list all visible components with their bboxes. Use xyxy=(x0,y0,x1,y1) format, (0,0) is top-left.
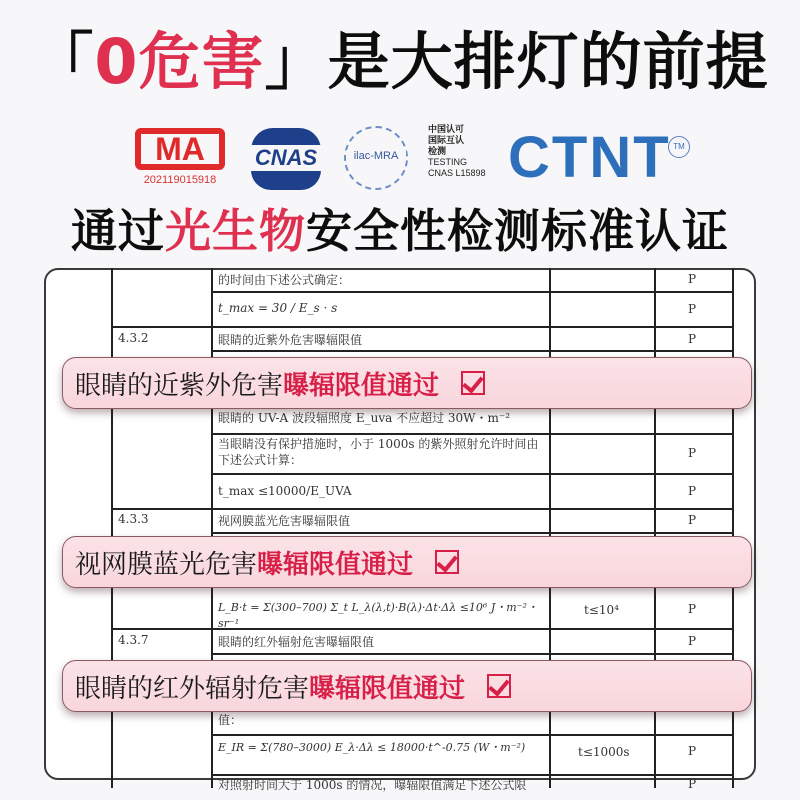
banner-label: 眼睛的近紫外危害 xyxy=(75,370,284,401)
trademark-icon: TM xyxy=(668,136,690,158)
table-divider xyxy=(111,508,732,510)
table-cell-formula: t_max ≤10000/E_UVA xyxy=(218,484,352,498)
table-divider xyxy=(211,653,732,655)
cma-mark-icon: MA xyxy=(135,128,225,170)
headline-black-text: 是大排灯的前提 xyxy=(327,25,769,98)
table-divider xyxy=(211,433,732,435)
ilac-mra-text: ilac-MRA xyxy=(346,150,406,162)
headline xyxy=(0,22,800,102)
table-cell-clause: 4.3.7 xyxy=(118,633,149,647)
table-divider xyxy=(211,774,732,776)
cnas-text: CNAS xyxy=(245,145,327,171)
subhead-black-2: 安全性检测标准认证 xyxy=(306,204,729,258)
table-cell-result: P xyxy=(687,332,697,346)
cnas-lab-mark xyxy=(428,124,508,179)
table-cell-condition: t≤10⁴ xyxy=(584,603,619,617)
table-cell-result: P xyxy=(687,744,697,758)
pass-banner-blue-light xyxy=(62,536,752,588)
banner-label: 眼睛的红外辐射危害 xyxy=(75,673,310,704)
table-cell-result: P xyxy=(687,513,697,527)
table-cell-result: P xyxy=(687,446,697,460)
table-cell-text: 视网膜蓝光危害曝辐限值 xyxy=(218,514,351,528)
table-cell-result: P xyxy=(687,602,697,616)
cnas-lab-line: 国际互认 xyxy=(428,135,465,145)
checkbox-checked-icon xyxy=(435,550,459,574)
subheadline xyxy=(0,198,800,264)
banner-pass-text: 曝辐限值通过 xyxy=(257,549,414,580)
table-cell-formula: t_max = 30 / E_s · s xyxy=(218,301,338,315)
table-cell-text: 眼睛的 UV-A 波段辐照度 E_uva 不应超过 30W・m⁻² xyxy=(218,411,511,425)
table-cell-result: P xyxy=(687,302,697,316)
banner-pass-text: 曝辐限值通过 xyxy=(309,673,466,704)
pass-banner-infrared xyxy=(62,660,752,712)
cnas-logo xyxy=(245,128,327,190)
table-divider xyxy=(211,350,732,352)
cnas-lab-line: CNAS L15898 xyxy=(428,168,486,178)
table-divider xyxy=(111,326,732,328)
table-cell-text: 对照射时间大于 1000s 的情况，曝辐限值满足下述公式限 xyxy=(218,778,527,792)
cnas-lab-line: 中国认可 xyxy=(428,124,465,134)
cma-logo xyxy=(135,128,225,188)
table-divider xyxy=(211,291,732,293)
table-divider xyxy=(211,473,732,475)
table-cell-formula: E_IR = Σ(780–3000) E_λ·Δλ ≤ 18000·t^-0.75 (W・m⁻²) xyxy=(218,741,526,754)
banner-label: 视网膜蓝光危害 xyxy=(75,549,258,580)
cnas-lab-line: TESTING xyxy=(428,157,468,167)
table-cell-clause: 4.3.2 xyxy=(118,331,149,345)
banner-pass-text: 曝辐限值通过 xyxy=(283,370,440,401)
subhead-black-1: 通过 xyxy=(71,204,165,258)
ilac-mra-logo xyxy=(344,126,408,190)
checkbox-checked-icon xyxy=(461,371,485,395)
table-cell-formula: L_B·t = Σ(300–700) Σ_t L_λ(λ,t)·B(λ)·Δt·Δλ ≤10⁶ J・m⁻²・sr⁻¹ xyxy=(218,601,538,630)
certification-logos xyxy=(0,118,800,198)
table-cell-result: P xyxy=(687,484,697,498)
pass-banner-near-uv xyxy=(62,357,752,409)
table-divider xyxy=(211,734,732,736)
table-cell-result: P xyxy=(687,272,697,286)
table-cell-result: P xyxy=(687,777,697,791)
table-cell-result: P xyxy=(687,634,697,648)
ctnt-logo: CTNT xyxy=(508,125,671,190)
subhead-red: 光生物 xyxy=(165,204,306,258)
table-divider xyxy=(211,532,732,534)
headline-bracket-close: 」 xyxy=(264,25,328,98)
table-cell-text: 当眼睛没有保护措施时，小于 1000s 的紫外照射允许时间由下述公式计算： xyxy=(218,437,539,467)
table-cell-clause: 4.3.3 xyxy=(118,512,149,526)
checkbox-checked-icon xyxy=(487,674,511,698)
table-cell-text: 眼睛的近紫外危害曝辐限值 xyxy=(218,333,363,347)
table-cell-condition: t≤1000s xyxy=(578,745,630,759)
cnas-lab-line: 检测 xyxy=(428,146,447,156)
table-cell-text: 值： xyxy=(218,713,243,727)
table-cell-text: 眼睛的红外辐射危害曝辐限值 xyxy=(218,635,375,649)
cma-number: 202119015918 xyxy=(143,174,217,186)
cnas-arc-icon xyxy=(251,170,321,190)
headline-bracket-open: 「 xyxy=(31,25,95,98)
headline-red-text: 0危害 xyxy=(94,25,265,98)
table-cell-text: 的时间由下述公式确定： xyxy=(218,273,351,287)
